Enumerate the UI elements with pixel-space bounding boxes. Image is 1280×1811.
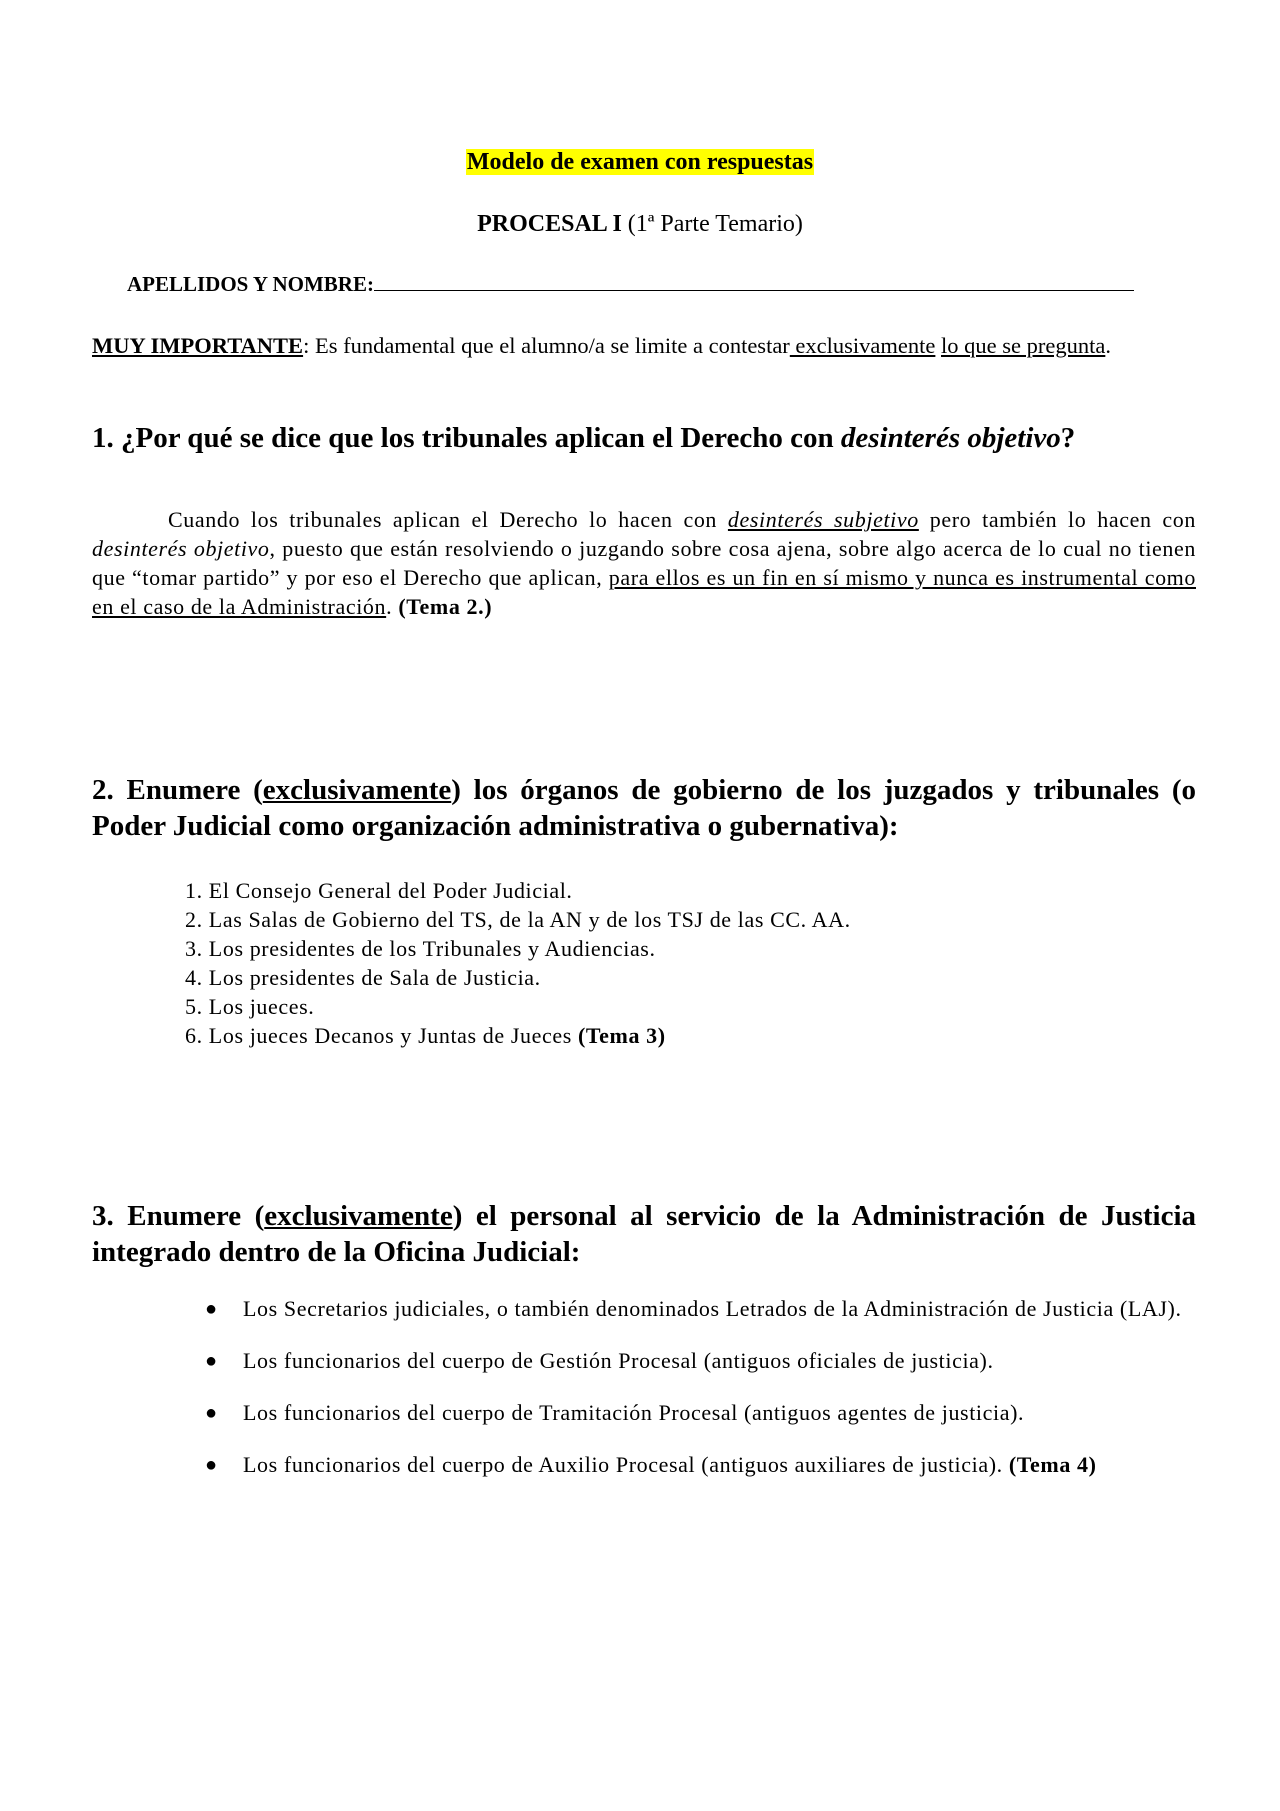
list-item-text: 6. Los jueces Decanos y Juntas de Jueces: [185, 1023, 578, 1048]
name-blank-line: [374, 274, 1134, 291]
notice-label: MUY IMPORTANTE: [92, 333, 304, 358]
question-2: [92, 772, 1196, 844]
notice-emphasis-2: lo que se pregunta: [941, 333, 1106, 358]
answer-1-text-b: pero también lo hacen con: [918, 507, 1196, 532]
question-1-emphasis: desinterés objetivo: [840, 422, 1061, 454]
subject-line: [0, 211, 1280, 238]
answer-2-ref: (Tema 3): [578, 1023, 666, 1048]
question-1: [92, 420, 1196, 456]
name-label: APELLIDOS Y NOMBRE:: [127, 272, 374, 296]
answer-1-text-c: , puesto que están resolviendo o juzgando sobre cosa ajena, sobre algo acerca de lo cual no tienen que “tomar partido” y por eso el Derecho que aplican,: [92, 536, 1196, 590]
question-3-underlined: exclusivamente: [264, 1200, 453, 1232]
exam-title: Modelo de examen con respuestas: [466, 149, 814, 175]
list-item: [205, 1294, 1197, 1324]
answer-1: [92, 505, 1196, 621]
answer-2-list: [185, 876, 1085, 1050]
subject-part: (1ª Parte Temario): [621, 211, 803, 237]
list-item: [205, 1346, 1197, 1376]
title-block: [0, 149, 1280, 176]
answer-1-ref: (Tema 2.): [398, 594, 493, 619]
notice-end: .: [1105, 333, 1111, 358]
list-item: [205, 1398, 1197, 1428]
question-3: [92, 1198, 1196, 1270]
question-2-underlined: exclusivamente: [262, 774, 452, 806]
answer-3-list: [205, 1294, 1197, 1502]
answer-1-emph-underlined: desinterés subjetivo: [727, 507, 919, 532]
list-item-text: Los funcionarios del cuerpo de Auxilio Procesal (antiguos auxiliares de justicia).: [243, 1452, 1009, 1477]
list-item-text: Los Secretarios judiciales, o también denominados Letrados de la Administración de Justicia (LAJ).: [243, 1296, 1182, 1321]
name-field: [127, 272, 1177, 297]
answer-1-emph: desinterés objetivo: [92, 536, 270, 561]
list-item: 1. El Consejo General del Poder Judicial.: [185, 878, 573, 903]
question-3-text-b: ) el personal al servicio de la Administración de Justicia integrado dentro de la Oficina Judicial:: [92, 1200, 1196, 1268]
list-item-last: [185, 1021, 1085, 1050]
bullet-icon: ●: [205, 1402, 218, 1424]
list-item: 3. Los presidentes de los Tribunales y Audiencias.: [185, 936, 656, 961]
question-2-text-b: ) los órganos de gobierno de los juzgados y tribunales (o Poder Judicial como organización administrativa o gubernativa):: [92, 774, 1196, 842]
notice-emphasis: exclusivamente: [789, 333, 936, 358]
list-item: 2. Las Salas de Gobierno del TS, de la AN y de los TSJ de las CC. AA.: [185, 907, 851, 932]
question-1-text: 1. ¿Por qué se dice que los tribunales aplican el Derecho con: [92, 422, 841, 454]
list-item: 4. Los presidentes de Sala de Justicia.: [185, 965, 541, 990]
answer-3-ref: (Tema 4): [1008, 1452, 1097, 1477]
list-item-text: Los funcionarios del cuerpo de Tramitación Procesal (antiguos agentes de justicia).: [243, 1400, 1025, 1425]
bullet-icon: ●: [205, 1298, 218, 1320]
list-item: 5. Los jueces.: [185, 994, 315, 1019]
list-item: [205, 1450, 1197, 1480]
bullet-icon: ●: [205, 1350, 218, 1372]
question-2-text-a: 2. Enumere (: [92, 774, 263, 806]
answer-1-underlined: para ellos es un fin en sí mismo y nunca es instrumental como en el caso de la Administración: [92, 565, 1196, 619]
list-item-text: Los funcionarios del cuerpo de Gestión Procesal (antiguos oficiales de justicia).: [243, 1348, 994, 1373]
answer-1-text-d: .: [386, 594, 399, 619]
notice-text: : Es fundamental que el alumno/a se limite a contestar: [303, 333, 790, 358]
question-3-text-a: 3. Enumere (: [92, 1200, 265, 1232]
bullet-icon: ●: [205, 1454, 218, 1476]
subject-name: PROCESAL I: [477, 211, 622, 237]
question-1-mark: ?: [1060, 422, 1076, 454]
answer-1-text-a: Cuando los tribunales aplican el Derecho lo hacen con: [168, 507, 728, 532]
important-notice: [92, 331, 1196, 360]
